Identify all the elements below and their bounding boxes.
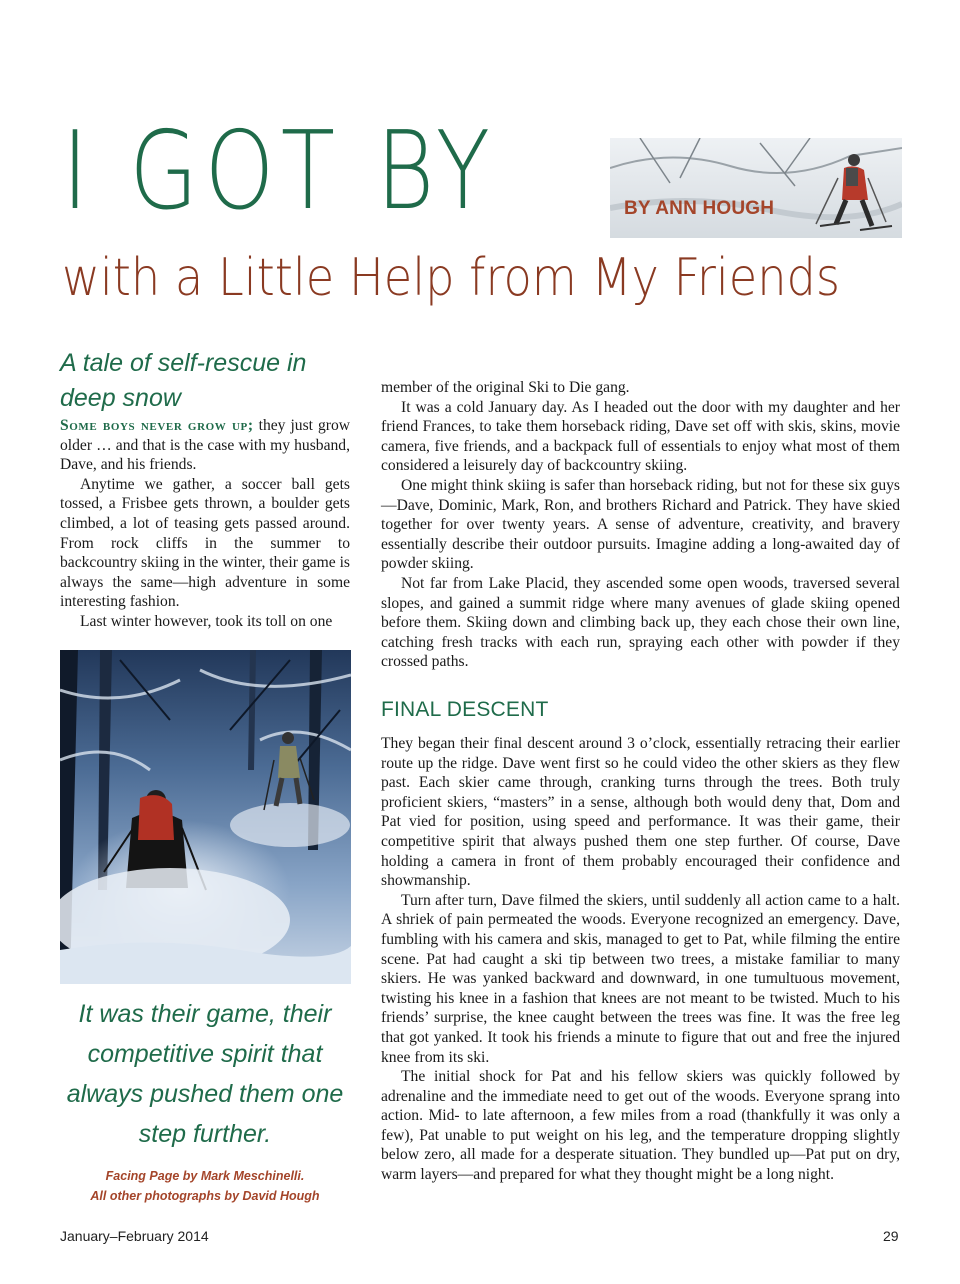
byline: BY ANN HOUGH [624, 198, 775, 219]
paragraph-text: they just grow older … and that is the case with my husband, Dave, and his friends. [60, 417, 350, 474]
photo-credits [60, 1166, 350, 1206]
paragraph: The initial shock for Pat and his fellow skiers was quickly followed by adrenaline and the immediate need to get out of the woods. Everyone sprang into action. Mid- to late afternoon, a few miles from a road (thankfully it was only a few), Pat unable to put weight on his leg, and the temperature dropping slightly below zero, all made for a desperate situation. They bundled up—Pat put on dry, warm layers—and prepared for what they thought might be a long night. [381, 1068, 900, 1184]
paragraph: They began their final descent around 3 o’clock, essentially retracing their earlier route up the ridge. Dave went first so he could video the other skiers as they flew past. Each skier came through, cranking turns through the trees. Both truly proficient skiers, “masters” in a sense, although both would deny that, Dom and Pat vied for position, using speed and performance. It was their game, their competitive spirit that always pushed them one step further. Of course, Dave holding a camera in front of them probably encouraged their confidence and showmanship. [381, 735, 900, 890]
paragraph: Anytime we gather, a soccer ball gets tossed, a Frisbee gets thrown, a boulder gets climbed, a lot of teasing gets passed around. From rock cliffs in the summer to backcountry skiing in the winter, their game is always the same—high adventure in some interesting fashion. [60, 475, 350, 611]
paragraph: One might think skiing is safer than horseback riding, but not for these six guys—Dave, Dominic, Mark, Ron, and brothers Richard and Patrick. They have skied together for over twenty years. A sense of adventure, creativity, and bravery essentially describe their outdoor pursuits. Imagine adding a long-awaited day of powder skiing. [381, 476, 900, 573]
byline-photo [610, 138, 902, 238]
paragraph [60, 416, 350, 475]
credit-line: All other photographs by David Hough [90, 1189, 320, 1203]
paragraph: Turn after turn, Dave filmed the skiers, until suddenly all action came to a halt. A shriek of pain permeated the woods. Everyone recognized an emergency. Dave, fumbling with his camera and skis, managed to get to Pat, while filming the entire scene. Pat had caught a ski tip between two trees, a mistake familiar to many skiers. He was yanked backward and downward, in one tumultuous movement, twisting his knee in a fashion that knees are not meant to be twisted. Much to his friends’ surprise, the knee caught between the trees was fine. It was the free leg that got yanked. It took his friends a minute to figure that out and free the injured knee from its ski. [381, 891, 900, 1066]
skiers-photo-illustration [60, 650, 351, 984]
section-heading: FINAL DESCENT [381, 698, 549, 721]
paragraph: Not far from Lake Placid, they ascended some open woods, traversed several slopes, and gained a summit ridge where many avenues of glade skiing opened before them. Skiing down and climbing back up, they each chose their own line, catching fresh tracks with each run, spraying each other with powder if they crossed paths. [381, 574, 900, 671]
skiers-photo [60, 650, 351, 984]
skier-photo-illustration [610, 138, 902, 238]
right-column [381, 378, 900, 672]
pull-quote: It was their game, their competitive spirit that always pushed them one step further. [66, 1000, 344, 1148]
paragraph: Last winter however, took its toll on one [80, 612, 333, 630]
article-subtitle: with a Little Help from My Friends [62, 248, 841, 308]
paragraph: member of the original Ski to Die gang. [381, 379, 630, 396]
left-column [60, 416, 350, 632]
article-deck: A tale of self-rescue in deep snow [60, 349, 307, 412]
article-title: I GOT BY [62, 109, 497, 234]
section-body [381, 734, 900, 1185]
credit-line: Facing Page by Mark Meschinelli. [105, 1169, 305, 1183]
page-number: 29 [883, 1228, 899, 1244]
issue-date: January–February 2014 [60, 1228, 209, 1244]
lead-in: Some boys never grow up; [60, 417, 254, 434]
paragraph: It was a cold January day. As I headed out the door with my daughter and her friend Frances, to take them horseback riding, Dave set off with skis, skins, movie camera, five friends, and a backpack full of essentials to enjoy what most of them considered a leisurely day of backcountry skiing. [381, 398, 900, 475]
